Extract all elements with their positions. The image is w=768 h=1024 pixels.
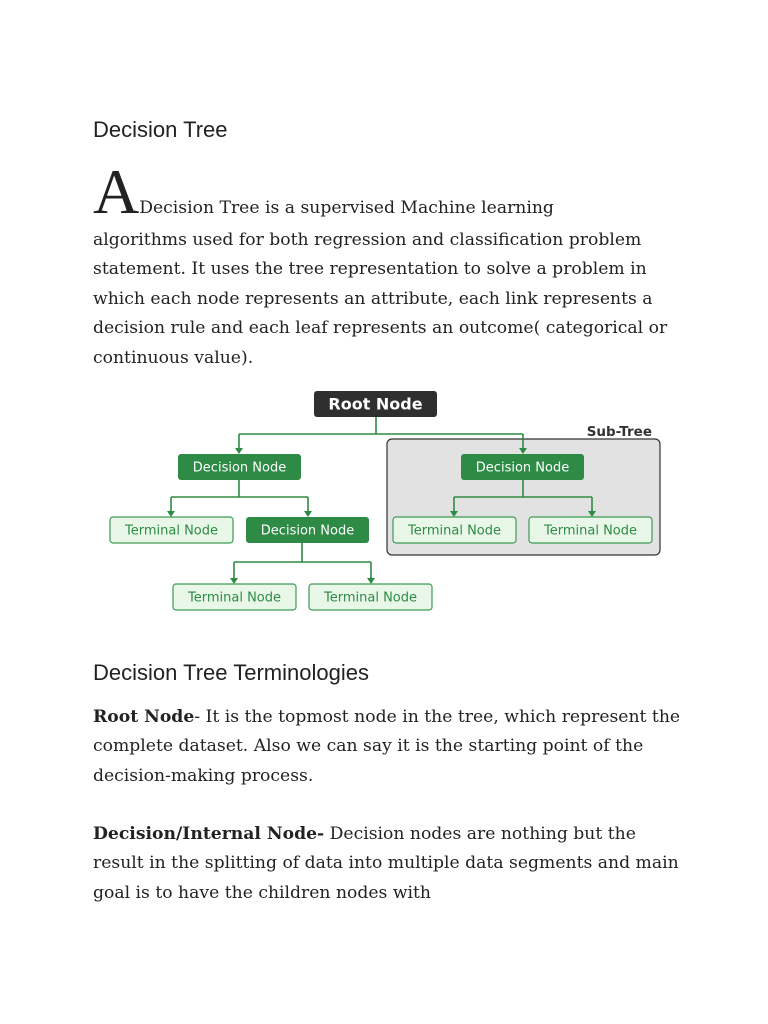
terminal-node: [309, 584, 432, 610]
decision-node: [178, 454, 301, 480]
decision-node-description: Decision nodes are nothing but the result in the splitting of data into multiple data segments and main goal is to have the children nodes with: [93, 824, 679, 903]
terminal-node: [393, 517, 516, 543]
terminologies-heading: Decision Tree Terminologies: [93, 660, 369, 685]
drop-cap: A: [93, 156, 140, 227]
intro-paragraph: [93, 156, 683, 373]
terminal-node: [110, 517, 233, 543]
page-title: Decision Tree: [93, 117, 228, 142]
decision-tree-diagram: [0, 385, 768, 645]
intro-first-line-text: Decision Tree is a supervised Machine learning: [139, 198, 554, 218]
terminal-node-label: Terminal Node: [188, 590, 281, 606]
terminal-node-label: Terminal Node: [125, 523, 218, 539]
decision-node-label: Decision Node: [260, 523, 355, 539]
decision-node: [461, 454, 584, 480]
terminal-node-label: Terminal Node: [324, 590, 417, 606]
root-node-label: Root Node: [328, 394, 423, 414]
terminal-node: [529, 517, 652, 543]
decision-node-label: Decision Node: [192, 460, 287, 476]
terminal-node-label: Terminal Node: [408, 523, 501, 539]
root-node-definition: [93, 703, 683, 791]
decision-node-term: Decision/Internal Node-: [93, 824, 325, 844]
intro-body-text: algorithms used for both regression and classification problem statement. It uses the tree representation to solve a problem in which each node represents an attribute, each link represents a decision rule and each leaf represents an outcome( categorical or continuous value).: [93, 230, 668, 368]
decision-node-label: Decision Node: [475, 460, 570, 476]
terminal-node-label: Terminal Node: [544, 523, 637, 539]
root-node-description: - It is the topmost node in the tree, which represent the complete dataset. Also we can say it is the starting point of the decision-making process.: [93, 707, 681, 786]
intro-first-line: [93, 156, 683, 227]
root-node-term: Root Node: [93, 707, 195, 727]
terminal-node: [173, 584, 296, 610]
decision-node: [246, 517, 369, 543]
root-node: [314, 391, 437, 417]
subtree-label: Sub-Tree: [586, 424, 652, 440]
decision-node-definition: [93, 820, 683, 908]
